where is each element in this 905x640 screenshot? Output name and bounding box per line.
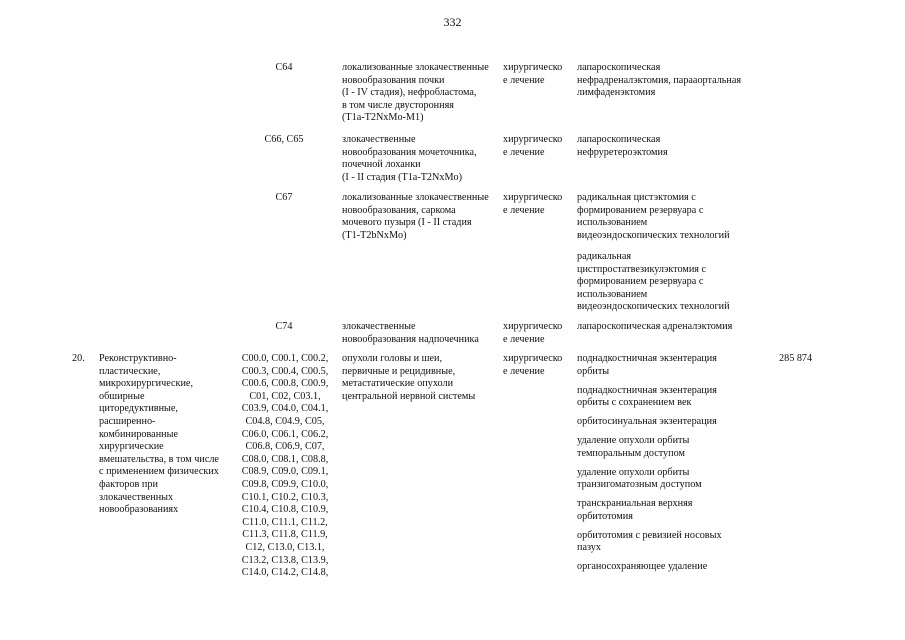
- treatment-method-item: орбитотомия с ревизией носовых пазух: [577, 529, 722, 554]
- treatment-method-c66-c65: лапароскопическая нефруретероэктомия: [577, 134, 668, 158]
- treatment-method-item: органосохраняющее удаление: [577, 561, 708, 573]
- patient-model-c66-c65: злокачественные новообразования мочеточника, почечной лоханки (I - II стадия (T1a-T2NxMo): [342, 134, 477, 183]
- patient-model-row20: опухоли головы и шеи, первичные и рецидивные, метастатические опухоли центральной нервной системы: [342, 353, 476, 402]
- treatment-method-item: удаление опухоли орбиты темпоральным доступом: [577, 435, 690, 459]
- treatment-method-item: поднадкостничная экзентерация орбиты с сохранением век: [577, 384, 717, 409]
- diagnosis-code-c67: C67: [275, 192, 293, 203]
- treatment-methods-row20: [577, 353, 777, 580]
- patient-model-c67: локализованные злокачественные новообразования, саркома мочевого пузыря (I - II стадия (T1-T2bNxMo): [342, 192, 489, 241]
- treatment-type-c66-c65: хирургическо е лечение: [503, 134, 563, 158]
- page-number: 332: [443, 15, 462, 29]
- diagnosis-code-c64: C64: [275, 62, 293, 73]
- treatment-method-c64: лапароскопическая нефрадреналэктомия, парааортальная лимфаденэктомия: [577, 62, 742, 99]
- cost-value: 285 874: [779, 353, 813, 364]
- treatment-method-item: транскраниальная верхняя орбитотомия: [577, 498, 693, 522]
- treatment-type-c67: хирургическо е лечение: [503, 192, 563, 216]
- patient-model-c74: злокачественные новообразования надпочечника: [342, 321, 479, 345]
- treatment-type-c74: хирургическо е лечение: [503, 321, 563, 345]
- treatment-method-c67-2: радикальная цистпростатвезикулэктомия с формированием резервуара с использованием видеоэндоскопических технологий: [577, 251, 730, 313]
- diagnosis-codes: C00.0, C00.1, C00.2, C00.3, C00.4, C00.5, C00.6, C00.8, C00.9, C01, C02, C03.1, C03.9, C04.0, C04.1, C04.8, C04.9, C05, C06.0, C06.1, C06.2, C06.8, C06.9, C07, C08.0, C08.1, C08.8, C08.9, C09.0, C09.1, C09.8, C09.9, C10.0, C10.1, C10.2, C10.3, C10.4, C10.8, C10.9, C11.0, C11.1, C11.2, C11.3, C11.8, C11.9, C12, C13.0, C13.1, C13.2, C13.8, C13.9, C14.0, C14.2, C14.8,: [241, 353, 329, 579]
- treatment-method-item: удаление опухоли орбиты транзигоматозным доступом: [577, 466, 702, 491]
- treatment-method-item: орбитосинуальная экзентерация: [577, 416, 717, 428]
- diagnosis-code-c66-c65: C66, C65: [264, 134, 304, 145]
- treatment-type-c64: хирургическо е лечение: [503, 62, 563, 86]
- diagnosis-code-c74: C74: [275, 321, 293, 332]
- treatment-method-item: поднадкостничная экзентерация орбиты: [577, 353, 717, 377]
- treatment-method-c74: лапароскопическая адреналэктомия: [577, 321, 733, 332]
- patient-model-c64: локализованные злокачественные новообразования почки (I - IV стадия), нефробластома, в том числе двусторонняя (T1a-T2NxMo-M1): [342, 62, 489, 124]
- row-number: 20.: [72, 353, 85, 364]
- intervention-name: Реконструктивно- пластические, микрохирургические, обширные циторедуктивные, расширенно- комбинированные хирургические вмешательства, в том числе с применением физических факторов при злокачественных новообразованиях: [99, 353, 219, 516]
- treatment-type-row20: хирургическо е лечение: [503, 353, 563, 377]
- treatment-method-c67-1: радикальная цистэктомия с формированием резервуара с использованием видеоэндоскопических технологий: [577, 192, 730, 241]
